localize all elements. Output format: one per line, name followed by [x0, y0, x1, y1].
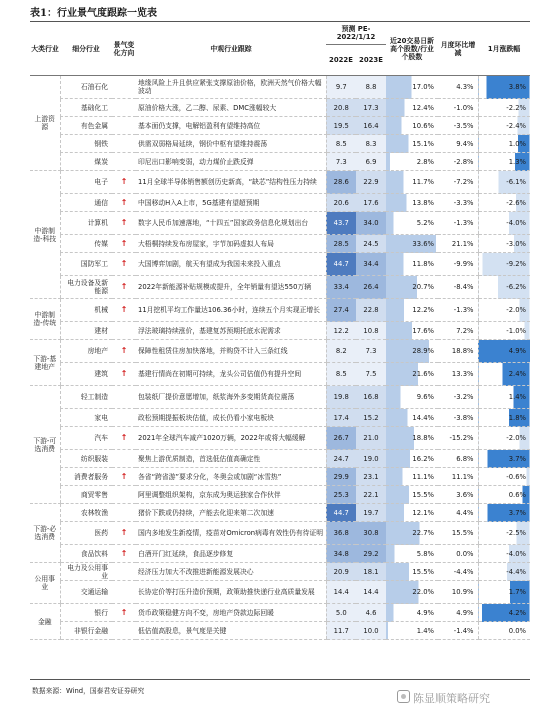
pe-2023e-cell: 8.3: [356, 135, 386, 153]
mom-change-cell: -2.8%: [438, 153, 478, 171]
pe-2023e-cell: 23.1: [356, 468, 386, 486]
table-row: [30, 545, 530, 563]
table-row: [30, 504, 530, 522]
industry-cell: 机械: [60, 299, 112, 322]
mom-change-cell: 3.6%: [438, 486, 478, 504]
new-high-ratio-cell: 33.6%: [386, 235, 438, 253]
january-change-cell: -6.2%: [478, 276, 530, 299]
january-change-cell: -0.6%: [478, 468, 530, 486]
tracking-cell: 原油价格大涨，乙二醇、尿素、DMC涨幅较大: [136, 99, 326, 117]
industry-cell: 电子: [60, 171, 112, 194]
january-change-cell: -4.4%: [478, 563, 530, 581]
pe-2022e-cell: 8.2: [326, 340, 356, 363]
pe-2022e-cell: 19.8: [326, 386, 356, 409]
change-direction-cell: [112, 468, 136, 486]
mom-change-cell: 18.8%: [438, 340, 478, 363]
tracking-cell: 政松预期提振板块估值，成长仍看小家电板块: [136, 409, 326, 427]
table-row: [30, 363, 530, 386]
new-high-ratio-cell: 15.5%: [386, 563, 438, 581]
table-row: [30, 522, 530, 545]
mom-change-cell: 21.1%: [438, 235, 478, 253]
new-high-ratio-cell: 11.1%: [386, 468, 438, 486]
industry-cell: 煤炭: [60, 153, 112, 171]
industry-cell: 基础化工: [60, 99, 112, 117]
table-row: [30, 171, 530, 194]
pe-2023e-cell: 29.2: [356, 545, 386, 563]
pe-2022e-cell: 44.7: [326, 253, 356, 276]
sector-cell: 下游-可选消费: [30, 386, 60, 504]
change-direction-cell: [112, 153, 136, 171]
new-high-ratio-cell: 1.4%: [386, 622, 438, 640]
pe-2023e-cell: 16.8: [356, 386, 386, 409]
table-row: [30, 486, 530, 504]
new-high-ratio-cell: 14.4%: [386, 409, 438, 427]
january-change-cell: 0.6%: [478, 486, 530, 504]
table-row: [30, 253, 530, 276]
january-change-cell: 4.2%: [478, 604, 530, 622]
table-row: [30, 135, 530, 153]
mom-change-cell: 13.3%: [438, 363, 478, 386]
tracking-cell: 猪价下跌或仍持续，产能去化迎来第二次加速: [136, 504, 326, 522]
tracking-cell: 国内多地发生新疫情，疫苗对Omicron病毒有效性仍有待证明: [136, 522, 326, 545]
pe-2023e-cell: 17.6: [356, 194, 386, 212]
mom-change-cell: -1.3%: [438, 212, 478, 235]
january-change-cell: 3.8%: [478, 76, 530, 99]
up-arrow-icon: ↑: [120, 433, 128, 442]
up-arrow-icon: ↑: [120, 548, 128, 558]
change-direction-cell: [112, 194, 136, 212]
watermark: 陈显顺策略研究: [413, 692, 490, 705]
tracking-cell: 基建行情尚在初期可持续，龙头公司估值仍有提升空间: [136, 363, 326, 386]
pe-2023e-cell: 34.4: [356, 253, 386, 276]
january-change-cell: -2.0%: [478, 427, 530, 450]
header-forecast-pe: 预测 PE-2022/1/12: [326, 22, 386, 45]
up-arrow-icon: ↑: [120, 346, 128, 355]
header-pe-2023e: 2023E: [356, 45, 386, 76]
change-direction-cell: [112, 522, 136, 545]
new-high-ratio-cell: 22.7%: [386, 522, 438, 545]
change-direction-cell: [112, 450, 136, 468]
tracking-cell: 大国博弈加剧，航天有望成为我国未来投入重点: [136, 253, 326, 276]
pe-2023e-cell: 21.0: [356, 427, 386, 450]
change-direction-cell: [112, 276, 136, 299]
january-change-cell: -4.0%: [478, 212, 530, 235]
up-arrow-icon: ↑: [120, 305, 128, 314]
mom-change-cell: 7.2%: [438, 322, 478, 340]
pe-2023e-cell: 22.1: [356, 486, 386, 504]
pe-2023e-cell: 22.9: [356, 171, 386, 194]
mom-change-cell: -1.0%: [438, 99, 478, 117]
table-row: [30, 581, 530, 604]
change-direction-cell: [112, 235, 136, 253]
industry-cell: 家电: [60, 409, 112, 427]
mom-change-cell: -1.4%: [438, 622, 478, 640]
header-mom-change: 月度环比增减: [438, 22, 478, 76]
tracking-cell: 经济压力加大不改推进新能源发展决心: [136, 563, 326, 581]
tracking-cell: 聚焦上游优质制造，首选低估值高确定性: [136, 450, 326, 468]
january-change-cell: 1.3%: [478, 153, 530, 171]
change-direction-cell: [112, 504, 136, 522]
pe-2022e-cell: 20.9: [326, 563, 356, 581]
pe-2022e-cell: 24.7: [326, 450, 356, 468]
change-direction-cell: [112, 253, 136, 276]
header-pe-2022e: 2022E: [326, 45, 356, 76]
industry-cell: 房地产: [60, 340, 112, 363]
pe-2023e-cell: 22.8: [356, 299, 386, 322]
industry-cell: 纺织服装: [60, 450, 112, 468]
table-row: [30, 194, 530, 212]
new-high-ratio-cell: 16.2%: [386, 450, 438, 468]
pe-2022e-cell: 44.7: [326, 504, 356, 522]
industry-cell: 交通运输: [60, 581, 112, 604]
industry-cell: 银行: [60, 604, 112, 622]
new-high-ratio-cell: 2.8%: [386, 153, 438, 171]
sector-cell: 金融: [30, 604, 60, 640]
change-direction-cell: [112, 76, 136, 99]
tracking-cell: 地缘风险上升且供应紧张支撑原油价格，欧洲天然气价格大幅波动: [136, 76, 326, 99]
table-row: [30, 153, 530, 171]
tracking-cell: 2021年全球汽车减产1020万辆，2022年或将大幅缓解: [136, 427, 326, 450]
new-high-ratio-cell: 11.7%: [386, 171, 438, 194]
tracking-cell: 2022年新能源补贴规模或提升，全年销量有望达550万辆: [136, 276, 326, 299]
change-direction-cell: [112, 135, 136, 153]
tracking-cell: 保障性租赁住房加快落地，并购贷不计入三条红线: [136, 340, 326, 363]
header-sector: 大类行业: [30, 22, 60, 76]
new-high-ratio-cell: 13.8%: [386, 194, 438, 212]
pe-2022e-cell: 8.5: [326, 363, 356, 386]
new-high-ratio-cell: 10.6%: [386, 117, 438, 135]
mom-change-cell: -15.2%: [438, 427, 478, 450]
new-high-ratio-cell: 15.5%: [386, 486, 438, 504]
industry-cell: 建筑: [60, 363, 112, 386]
tracking-cell: 低估值高股息，景气度是关键: [136, 622, 326, 640]
industry-cell: 传媒: [60, 235, 112, 253]
pe-2022e-cell: 36.8: [326, 522, 356, 545]
pe-2022e-cell: 28.5: [326, 235, 356, 253]
up-arrow-icon: ↑: [120, 282, 128, 291]
january-change-cell: -2.6%: [478, 194, 530, 212]
table-row: [30, 299, 530, 322]
mom-change-cell: -3.8%: [438, 409, 478, 427]
january-change-cell: 1.8%: [478, 409, 530, 427]
industry-tracking-table: [30, 22, 530, 640]
header-new-high-ratio: 近20交易日新高个股数/行业个股数: [386, 22, 438, 76]
pe-2023e-cell: 10.0: [356, 622, 386, 640]
change-direction-cell: [112, 171, 136, 194]
new-high-ratio-cell: 21.6%: [386, 363, 438, 386]
source-note: 数据来源：Wind，国泰君安证券研究: [32, 687, 145, 695]
up-arrow-icon: ↑: [120, 177, 128, 186]
mom-change-cell: -3.3%: [438, 194, 478, 212]
industry-cell: 农林牧渔: [60, 504, 112, 522]
january-change-cell: 1.0%: [478, 135, 530, 153]
up-arrow-icon: ↑: [120, 369, 128, 378]
new-high-ratio-cell: 5.8%: [386, 545, 438, 563]
january-change-cell: 3.7%: [478, 504, 530, 522]
up-arrow-icon: ↑: [120, 471, 128, 481]
pe-2023e-cell: 30.8: [356, 522, 386, 545]
pe-2022e-cell: 5.0: [326, 604, 356, 622]
change-direction-cell: [112, 322, 136, 340]
table-row: [30, 322, 530, 340]
table-row: [30, 212, 530, 235]
sector-cell: 上游资源: [30, 76, 60, 171]
pe-2022e-cell: 43.7: [326, 212, 356, 235]
pe-2022e-cell: 14.4: [326, 581, 356, 604]
industry-cell: 商贸零售: [60, 486, 112, 504]
change-direction-cell: [112, 604, 136, 622]
table-row: [30, 340, 530, 363]
pe-2023e-cell: 19.7: [356, 504, 386, 522]
new-high-ratio-cell: 15.1%: [386, 135, 438, 153]
mom-change-cell: -9.9%: [438, 253, 478, 276]
pe-2023e-cell: 4.6: [356, 604, 386, 622]
new-high-ratio-cell: 20.7%: [386, 276, 438, 299]
tracking-cell: 货币政策稳健方向不变，房地产贷款边际回暖: [136, 604, 326, 622]
january-change-cell: 1.7%: [478, 581, 530, 604]
table-row: [30, 117, 530, 135]
pe-2022e-cell: 29.9: [326, 468, 356, 486]
sector-cell: 下游-基建地产: [30, 340, 60, 386]
industry-cell: 有色金属: [60, 117, 112, 135]
change-direction-cell: [112, 622, 136, 640]
mom-change-cell: 9.4%: [438, 135, 478, 153]
industry-cell: 计算机: [60, 212, 112, 235]
header-tracking: 中观行业跟踪: [136, 22, 326, 76]
table-row: [30, 99, 530, 117]
tracking-cell: 白酒开门红延续，食品逐步修复: [136, 545, 326, 563]
january-change-cell: -4.0%: [478, 545, 530, 563]
tracking-cell: 浮法玻璃持续涨价，基建复苏预期托底水泥需求: [136, 322, 326, 340]
industry-cell: 食品饮料: [60, 545, 112, 563]
tracking-cell: 长协定价等打压升造价预期，政策助推快递行业高质量发展: [136, 581, 326, 604]
new-high-ratio-cell: 5.2%: [386, 212, 438, 235]
new-high-ratio-cell: 12.2%: [386, 299, 438, 322]
pe-2023e-cell: 17.3: [356, 99, 386, 117]
mom-change-cell: 4.4%: [438, 504, 478, 522]
mom-change-cell: 10.9%: [438, 581, 478, 604]
pe-2023e-cell: 8.8: [356, 76, 386, 99]
pe-2023e-cell: 10.8: [356, 322, 386, 340]
mom-change-cell: 11.1%: [438, 468, 478, 486]
sector-cell: 下游-必选消费: [30, 504, 60, 563]
new-high-ratio-cell: 12.4%: [386, 99, 438, 117]
industry-cell: 医药: [60, 522, 112, 545]
pe-2022e-cell: 27.4: [326, 299, 356, 322]
pe-2022e-cell: 20.8: [326, 99, 356, 117]
pe-2022e-cell: 17.4: [326, 409, 356, 427]
pe-2023e-cell: 14.4: [356, 581, 386, 604]
change-direction-cell: [112, 299, 136, 322]
pe-2022e-cell: 9.7: [326, 76, 356, 99]
pe-2023e-cell: 15.2: [356, 409, 386, 427]
pe-2023e-cell: 24.5: [356, 235, 386, 253]
tracking-cell: 大梧桐持续发布房屋家，宇节加码虚拟人布局: [136, 235, 326, 253]
tracking-cell: 阿里调整组织架构，京东成为奥运独家合作伙伴: [136, 486, 326, 504]
table-row: [30, 604, 530, 622]
sector-cell: 中游制造-科技: [30, 171, 60, 299]
pe-2022e-cell: 28.6: [326, 171, 356, 194]
change-direction-cell: [112, 581, 136, 604]
january-change-cell: -3.0%: [478, 235, 530, 253]
mom-change-cell: 4.9%: [438, 604, 478, 622]
new-high-ratio-cell: 11.8%: [386, 253, 438, 276]
january-change-cell: -2.5%: [478, 522, 530, 545]
change-direction-cell: [112, 427, 136, 450]
mom-change-cell: -3.5%: [438, 117, 478, 135]
january-change-cell: 2.4%: [478, 363, 530, 386]
change-direction-cell: [112, 212, 136, 235]
change-direction-cell: [112, 99, 136, 117]
change-direction-cell: [112, 409, 136, 427]
new-high-ratio-cell: 22.0%: [386, 581, 438, 604]
pe-2022e-cell: 20.6: [326, 194, 356, 212]
pe-2022e-cell: 34.8: [326, 545, 356, 563]
up-arrow-icon: ↑: [120, 259, 128, 268]
pe-2023e-cell: 7.3: [356, 340, 386, 363]
table-row: [30, 450, 530, 468]
table-title: 表1：行业景气度跟踪一览表: [30, 8, 157, 19]
table-row: [30, 76, 530, 99]
pe-2023e-cell: 16.4: [356, 117, 386, 135]
change-direction-cell: [112, 545, 136, 563]
january-change-cell: -2.2%: [478, 99, 530, 117]
table-row: [30, 468, 530, 486]
pe-2022e-cell: 25.3: [326, 486, 356, 504]
new-high-ratio-cell: 12.1%: [386, 504, 438, 522]
pe-2022e-cell: 19.5: [326, 117, 356, 135]
change-direction-cell: [112, 386, 136, 409]
january-change-cell: -6.1%: [478, 171, 530, 194]
pe-2022e-cell: 12.2: [326, 322, 356, 340]
industry-cell: 电力设备及新能源: [60, 276, 112, 299]
mom-change-cell: -3.2%: [438, 386, 478, 409]
tracking-cell: 11月挖机平均工作量达106.36小时，连续五个月实现正增长: [136, 299, 326, 322]
january-change-cell: -9.2%: [478, 253, 530, 276]
mom-change-cell: 4.3%: [438, 76, 478, 99]
industry-cell: 消费者服务: [60, 468, 112, 486]
pe-2022e-cell: 33.4: [326, 276, 356, 299]
tracking-cell: 11月全球半导体销售额创历史新高，“缺芯”结构性压力持续: [136, 171, 326, 194]
new-high-ratio-cell: 4.9%: [386, 604, 438, 622]
up-arrow-icon: ↑: [120, 607, 128, 617]
mom-change-cell: 0.0%: [438, 545, 478, 563]
table-row: [30, 276, 530, 299]
industry-cell: 电力及公用事业: [60, 563, 112, 581]
pe-2022e-cell: 8.5: [326, 135, 356, 153]
tracking-cell: 印尼出口影响变弱，动力煤价止跌反弹: [136, 153, 326, 171]
header-industry: 细分行业: [60, 22, 112, 76]
pe-2022e-cell: 11.7: [326, 622, 356, 640]
pe-2023e-cell: 26.4: [356, 276, 386, 299]
up-arrow-icon: ↑: [120, 218, 128, 227]
change-direction-cell: [112, 486, 136, 504]
industry-cell: 通信: [60, 194, 112, 212]
mom-change-cell: 15.5%: [438, 522, 478, 545]
january-change-cell: 0.0%: [478, 622, 530, 640]
sector-cell: 中游制造-传统: [30, 299, 60, 340]
january-change-cell: -2.0%: [478, 299, 530, 322]
header-january-change: 1月涨跌幅: [478, 22, 530, 76]
table-row: [30, 409, 530, 427]
industry-cell: 非银行金融: [60, 622, 112, 640]
table-row: [30, 235, 530, 253]
pe-2022e-cell: 26.7: [326, 427, 356, 450]
new-high-ratio-cell: 17.0%: [386, 76, 438, 99]
industry-cell: 钢铁: [60, 135, 112, 153]
tracking-cell: 数字人民币加速落地，“十四五”国家政务信息化规划出台: [136, 212, 326, 235]
new-high-ratio-cell: 17.6%: [386, 322, 438, 340]
new-high-ratio-cell: 28.9%: [386, 340, 438, 363]
january-change-cell: 4.9%: [478, 340, 530, 363]
new-high-ratio-cell: 18.8%: [386, 427, 438, 450]
table-row: [30, 563, 530, 581]
pe-2022e-cell: 7.3: [326, 153, 356, 171]
tracking-cell: 包装纸厂提价意愿增加，纸浆海外多变期货高位震荡: [136, 386, 326, 409]
mom-change-cell: -4.4%: [438, 563, 478, 581]
change-direction-cell: [112, 363, 136, 386]
january-change-cell: 1.4%: [478, 386, 530, 409]
table-row: [30, 622, 530, 640]
table-row: [30, 386, 530, 409]
industry-cell: 国防军工: [60, 253, 112, 276]
pe-2023e-cell: 19.0: [356, 450, 386, 468]
pe-2023e-cell: 34.0: [356, 212, 386, 235]
mom-change-cell: -1.3%: [438, 299, 478, 322]
tracking-cell: 中国移动H入A上市，5G基建有望超预期: [136, 194, 326, 212]
january-change-cell: -2.4%: [478, 117, 530, 135]
industry-cell: 汽车: [60, 427, 112, 450]
tracking-cell: 各省“跨省游”要求分化，冬奥会或加剧“冰雪热”: [136, 468, 326, 486]
new-high-ratio-cell: 9.6%: [386, 386, 438, 409]
industry-cell: 轻工制造: [60, 386, 112, 409]
pe-2023e-cell: 6.9: [356, 153, 386, 171]
change-direction-cell: [112, 117, 136, 135]
table-body: [30, 76, 530, 640]
industry-cell: 建材: [60, 322, 112, 340]
change-direction-cell: [112, 340, 136, 363]
table-bottom-rule: [30, 679, 530, 680]
tracking-cell: 基本面仍支撑，电解铝盈利有望维持高位: [136, 117, 326, 135]
tracking-cell: 供需双弱格局延续，钢价中枢有望维持震荡: [136, 135, 326, 153]
january-change-cell: 3.7%: [478, 450, 530, 468]
table-row: [30, 427, 530, 450]
mom-change-cell: -8.4%: [438, 276, 478, 299]
pe-2023e-cell: 18.1: [356, 563, 386, 581]
mom-change-cell: 6.8%: [438, 450, 478, 468]
mom-change-cell: -7.2%: [438, 171, 478, 194]
wechat-logo-icon: [397, 690, 410, 703]
january-change-cell: -1.0%: [478, 322, 530, 340]
industry-cell: 石油石化: [60, 76, 112, 99]
up-arrow-icon: ↑: [120, 197, 128, 207]
up-arrow-icon: ↑: [120, 528, 128, 537]
header-change-direction: 景气变化方向: [112, 22, 136, 76]
up-arrow-icon: ↑: [120, 238, 128, 248]
sector-cell: 公用事业: [30, 563, 60, 604]
pe-2023e-cell: 7.5: [356, 363, 386, 386]
change-direction-cell: [112, 563, 136, 581]
